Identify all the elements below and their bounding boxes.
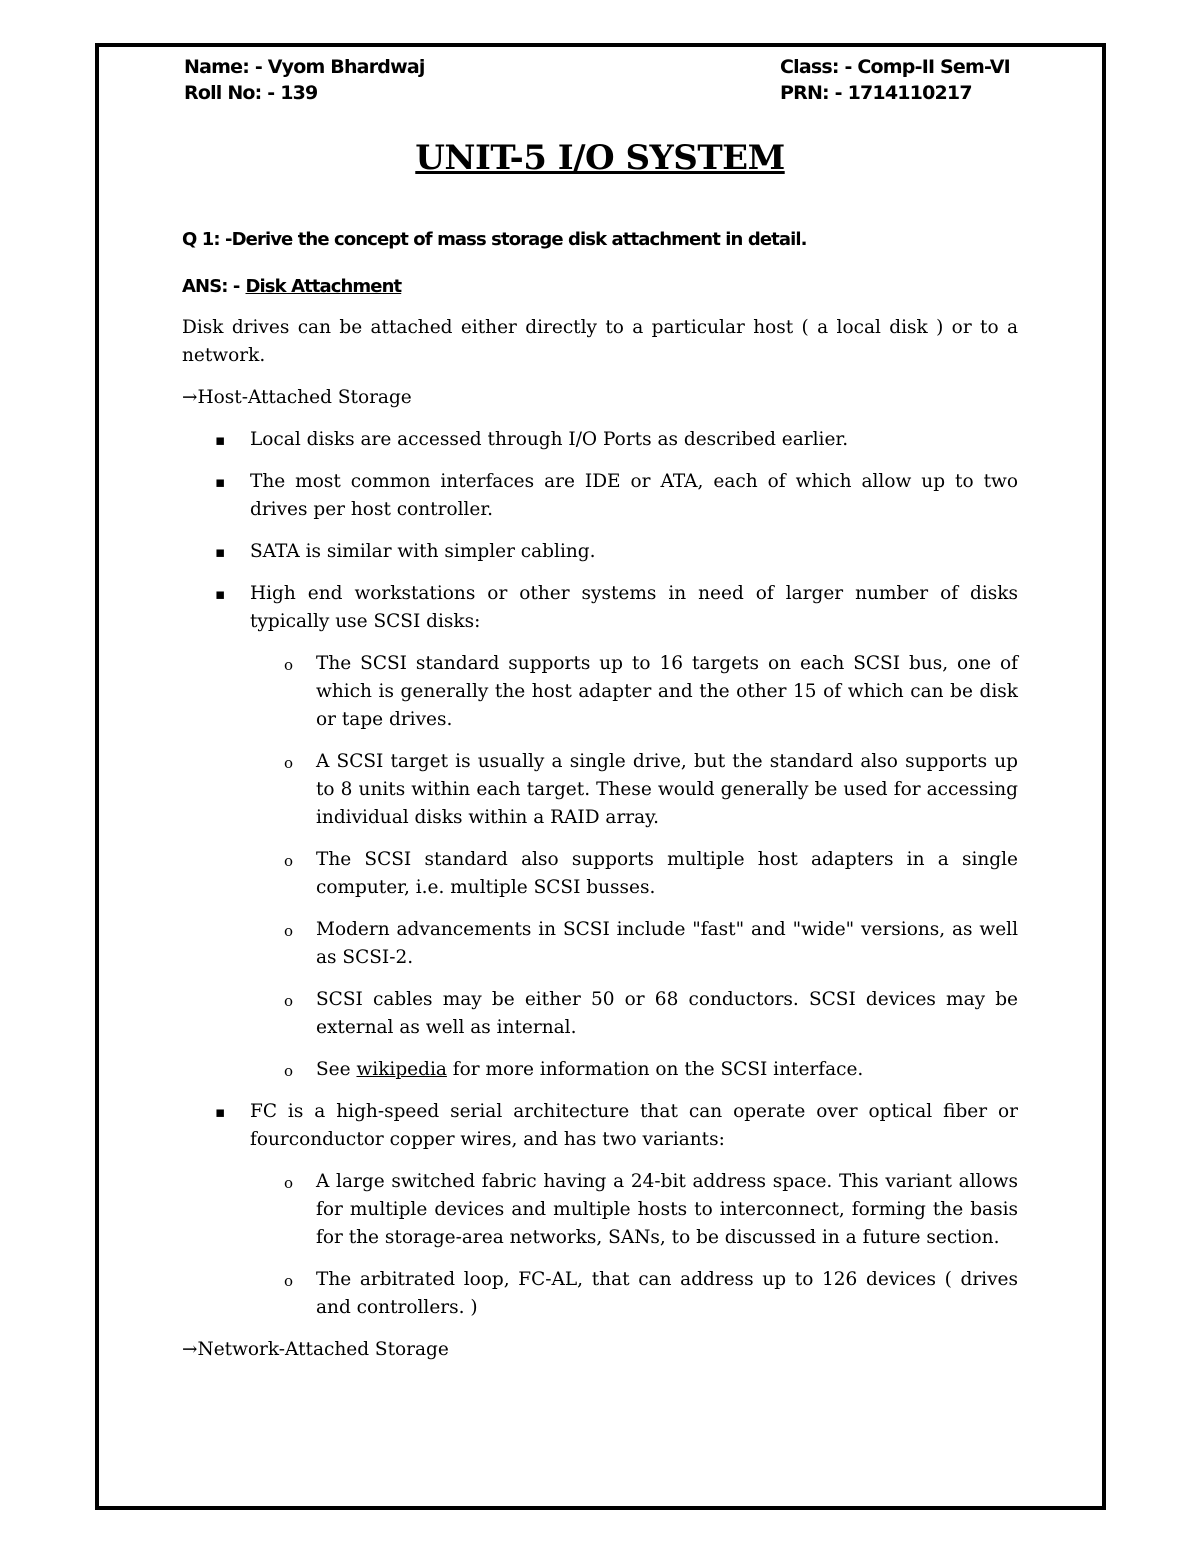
question: Q 1: -Derive the concept of mass storage disk attachment in detail. <box>182 229 807 250</box>
arrow-icon: → <box>182 387 198 408</box>
circle-bullet-icon: o <box>284 992 294 1010</box>
list-item-text: High end workstations or other systems in need of larger number of disks typically use SCSI disks: <box>250 583 1018 632</box>
answer-heading <box>182 273 1018 301</box>
list-item <box>182 426 1018 454</box>
fc-sublist <box>250 1168 1018 1322</box>
list-item <box>182 580 1018 1084</box>
sub-list-item <box>250 916 1018 972</box>
sub-list-item-text: SCSI cables may be either 50 or 68 conductors. SCSI devices may be external as well as internal. <box>316 989 1018 1038</box>
circle-bullet-icon: o <box>284 1174 294 1192</box>
see-text-before: See <box>316 1059 357 1080</box>
wikipedia-link[interactable]: wikipedia <box>356 1059 447 1080</box>
circle-bullet-icon: o <box>284 922 294 940</box>
class-info: Class: - Comp-II Sem-VI <box>780 56 1010 78</box>
see-text-after: for more information on the SCSI interface. <box>446 1059 864 1080</box>
list-item-text: FC is a high-speed serial architecture that can operate over optical fiber or fourconductor copper wires, and has two variants: <box>250 1101 1018 1150</box>
answer-prefix: ANS: - <box>182 276 240 297</box>
circle-bullet-icon: o <box>284 852 294 870</box>
list-item <box>182 468 1018 524</box>
sub-list-item-text: The SCSI standard also supports multiple host adapters in a single computer, i.e. multiple SCSI busses. <box>316 849 1018 898</box>
list-item <box>182 1098 1018 1322</box>
network-attached-label: Network-Attached Storage <box>197 1339 449 1360</box>
sub-list-item-text: A large switched fabric having a 24-bit address space. This variant allows for multiple devices and multiple hosts to interconnect, forming the basis for the storage-area networks, SANs, to be discussed in a future section. <box>316 1171 1018 1248</box>
sub-list-item-text: The SCSI standard supports up to 16 targets on each SCSI bus, one of which is generally the host adapter and the other 15 of which can be disk or tape drives. <box>316 653 1018 730</box>
host-attached-heading <box>182 384 1018 412</box>
sub-list-item-text: A SCSI target is usually a single drive, but the standard also supports up to 8 units within each target. These would generally be used for accessing individual disks within a RAID array. <box>316 751 1018 828</box>
document-body <box>182 226 1018 1378</box>
bullet-icon: ▪ <box>215 543 226 561</box>
circle-bullet-icon: o <box>284 754 294 772</box>
sub-list-item <box>250 1266 1018 1322</box>
bullet-icon: ▪ <box>215 585 226 603</box>
host-attached-label: Host-Attached Storage <box>197 387 412 408</box>
circle-bullet-icon: o <box>284 1062 294 1080</box>
intro-paragraph: Disk drives can be attached either directly to a particular host ( a local disk ) or to a network. <box>182 317 1018 366</box>
bullet-icon: ▪ <box>215 473 226 491</box>
network-attached-heading <box>182 1336 1018 1364</box>
list-item <box>182 538 1018 566</box>
circle-bullet-icon: o <box>284 656 294 674</box>
page-title: UNIT-5 I/O SYSTEM <box>415 138 785 178</box>
sub-list-item <box>250 846 1018 902</box>
list-item-text: Local disks are accessed through I/O Ports as described earlier. <box>250 429 849 450</box>
roll-number: Roll No: - 139 <box>184 82 318 104</box>
answer-title: Disk Attachment <box>245 276 402 297</box>
circle-bullet-icon: o <box>284 1272 294 1290</box>
sub-list-item <box>250 748 1018 832</box>
bullet-icon: ▪ <box>215 1103 226 1121</box>
sub-list-item <box>250 986 1018 1042</box>
host-bullet-list <box>182 426 1018 1322</box>
scsi-sublist <box>250 650 1018 1084</box>
arrow-icon: → <box>182 1339 198 1360</box>
student-name: Name: - Vyom Bhardwaj <box>184 56 425 78</box>
sub-list-item-text: Modern advancements in SCSI include "fast" and "wide" versions, as well as SCSI-2. <box>316 919 1018 968</box>
list-item-text: The most common interfaces are IDE or ATA, each of which allow up to two drives per host controller. <box>250 471 1018 520</box>
sub-list-item-text: The arbitrated loop, FC-AL, that can address up to 126 devices ( drives and controllers. ) <box>316 1269 1018 1318</box>
list-item-text: SATA is similar with simpler cabling. <box>250 541 596 562</box>
bullet-icon: ▪ <box>215 431 226 449</box>
sub-list-item <box>250 1168 1018 1252</box>
sub-list-item <box>250 1056 1018 1084</box>
sub-list-item <box>250 650 1018 734</box>
prn-number: PRN: - 1714110217 <box>780 82 972 104</box>
